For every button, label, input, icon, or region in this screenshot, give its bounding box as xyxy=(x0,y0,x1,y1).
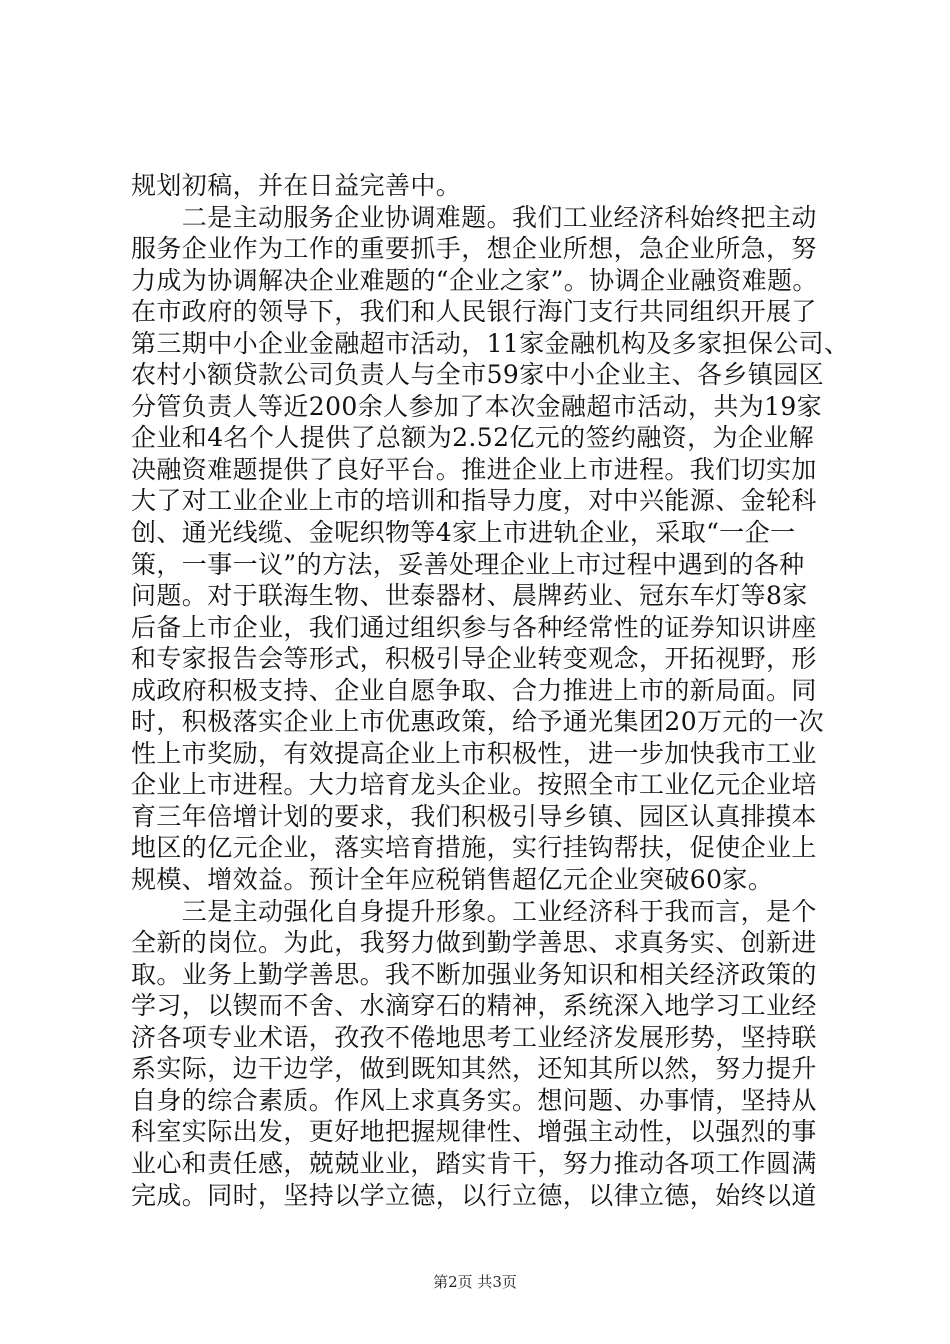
text-line: 规模、增效益。预计全年应税销售超亿元企业突破60家。 xyxy=(131,865,774,895)
text-line: 策，一事一议”的方法，妥善处理企业上市过程中遇到的各种 xyxy=(131,549,805,579)
text-line: 创、通光线缆、金呢织物等4家上市进轨企业，采取“一企一 xyxy=(131,518,796,548)
text-line: 系实际，边干边学，做到既知其然，还知其所以然，努力提升 xyxy=(131,1054,817,1084)
text-line: 地区的亿元企业，落实培育措施，实行挂钩帮扶，促使企业上 xyxy=(131,833,817,863)
text-line: 二是主动服务企业协调难题。我们工业经济科始终把主动 xyxy=(131,202,817,232)
text-line: 和专家报告会等形式，积极引导企业转变观念，开拓视野，形 xyxy=(131,644,817,674)
text-line: 规划初稿，并在日益完善中。 xyxy=(131,171,462,200)
text-line: 分管负责人等近200余人参加了本次金融超市活动，共为19家 xyxy=(131,391,823,421)
text-line: 科室实际出发，更好地把握规律性、增强主动性，以强烈的事 xyxy=(131,1117,817,1147)
text-line: 业心和责任感，兢兢业业，踏实肯干，努力推动各项工作圆满 xyxy=(131,1148,817,1178)
text-line: 性上市奖励，有效提高企业上市积极性，进一步加快我市工业 xyxy=(131,738,817,768)
body-text xyxy=(131,170,851,1211)
text-line: 时，积极落实企业上市优惠政策，给予通光集团20万元的一次 xyxy=(131,707,825,737)
text-line: 育三年倍增计划的要求，我们积极引导乡镇、园区认真排摸本 xyxy=(131,801,817,831)
text-line: 服务企业作为工作的重要抓手，想企业所想，急企业所急，努 xyxy=(131,234,817,264)
text-line: 第三期中小企业金融超市活动，11家金融机构及多家担保公司、 xyxy=(131,328,850,358)
text-line: 问题。对于联海生物、世泰器材、晨牌药业、冠东车灯等8家 xyxy=(131,581,808,611)
text-line: 农村小额贷款公司负责人与全市59家中小企业主、各乡镇园区 xyxy=(131,360,825,390)
page-number-footer: 第2页 共3页 xyxy=(433,1273,517,1291)
text-line: 后备上市企业，我们通过组织参与各种经常性的证券知识讲座 xyxy=(131,612,817,642)
text-line: 取。业务上勤学善思。我不断加强业务知识和相关经济政策的 xyxy=(131,959,817,989)
text-line: 力成为协调解决企业难题的“企业之家”。协调企业融资难题。 xyxy=(131,265,818,295)
text-line: 决融资难题提供了良好平台。推进企业上市进程。我们切实加 xyxy=(131,454,817,484)
text-line: 企业上市进程。大力培育龙头企业。按照全市工业亿元企业培 xyxy=(131,770,817,800)
text-line: 济各项专业术语，孜孜不倦地思考工业经济发展形势，坚持联 xyxy=(131,1022,817,1052)
text-line: 在市政府的领导下，我们和人民银行海门支行共同组织开展了 xyxy=(131,297,817,327)
text-line: 学习，以锲而不舍、水滴穿石的精神，系统深入地学习工业经 xyxy=(131,991,817,1021)
text-line: 三是主动强化自身提升形象。工业经济科于我而言，是个 xyxy=(131,896,817,926)
text-line: 企业和4名个人提供了总额为2.52亿元的签约融资，为企业解 xyxy=(131,423,815,453)
text-line: 完成。同时，坚持以学立德，以行立德，以律立德，始终以道 xyxy=(131,1180,817,1210)
text-line: 成政府积极支持、企业自愿争取、合力推进上市的新局面。同 xyxy=(131,675,817,705)
text-line: 自身的综合素质。作风上求真务实。想问题、办事情，坚持从 xyxy=(131,1085,817,1115)
text-line: 全新的岗位。为此，我努力做到勤学善思、求真务实、创新进 xyxy=(131,928,817,958)
text-line: 大了对工业企业上市的培训和指导力度，对中兴能源、金轮科 xyxy=(131,486,817,516)
